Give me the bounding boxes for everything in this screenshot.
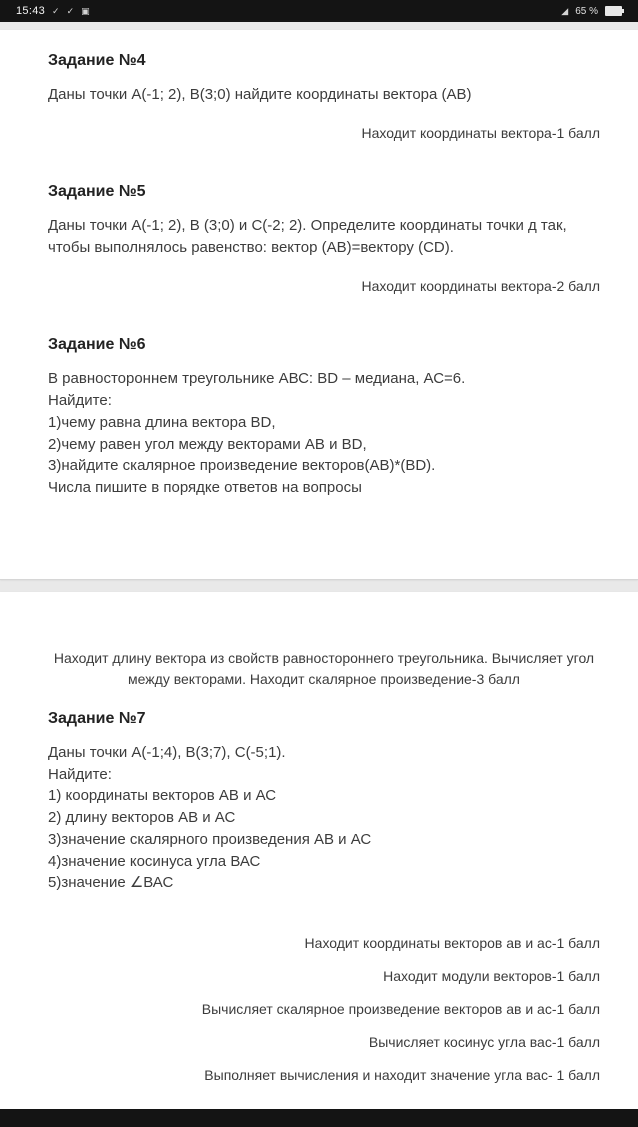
page-background-gap bbox=[0, 22, 638, 30]
task-text-line: 4)значение косинуса угла ВАС bbox=[48, 852, 261, 870]
task-text-line: Даны точки А(-1;4), В(3;7), С(-5;1). bbox=[48, 743, 286, 761]
task-text-line: Найдите: bbox=[48, 765, 112, 783]
score-line: Находит координаты вектора-2 балл bbox=[361, 277, 600, 294]
document-page-1 bbox=[0, 30, 638, 579]
status-bar-left bbox=[16, 5, 90, 17]
task-text-line: Найдите: bbox=[48, 392, 112, 410]
task-text-line: В равностороннем треугольнике АВС: BD – медиана, АС=6. bbox=[48, 370, 466, 388]
status-bar bbox=[0, 0, 638, 22]
score-line: Вычисляет скалярное произведение векторов ав и ас-1 балл bbox=[201, 1000, 600, 1017]
document-page-2 bbox=[0, 592, 638, 1109]
clock: 15:43 bbox=[16, 5, 46, 17]
task-text-line: 2)чему равен угол между векторами АВ и BD, bbox=[48, 435, 367, 453]
task-text-line: Даны точки А(-1; 2), В (3;0) и С(-2; 2). Определите координаты точки д так, чтобы выполнялось равенство: вектор (АВ)=вектору (CD). bbox=[48, 217, 567, 257]
task-text-line: 1)чему равна длина вектора BD, bbox=[48, 413, 276, 431]
score-line: Находит модули векторов-1 балл bbox=[383, 968, 600, 985]
task-text-line: 3)найдите скалярное произведение векторов(АВ)*(BD). bbox=[48, 457, 436, 475]
task-6 bbox=[48, 336, 600, 499]
notification-icon: ✓ bbox=[66, 5, 75, 16]
score-line: Находит координаты вектора-1 балл bbox=[361, 124, 600, 141]
bottom-bar bbox=[0, 1109, 638, 1127]
task-title: Задание №6 bbox=[48, 336, 146, 354]
score-line: Выполняет вычисления и находит значение угла вас- 1 балл bbox=[204, 1066, 600, 1083]
screenshot-icon: ▣ bbox=[81, 5, 90, 16]
status-bar-right bbox=[561, 6, 622, 17]
score-list bbox=[48, 934, 600, 1084]
task-text-line: 1) координаты векторов АВ и АС bbox=[48, 787, 277, 805]
signal-icon: ◢ bbox=[561, 5, 569, 16]
task-title: Задание №5 bbox=[48, 183, 146, 201]
task-title: Задание №7 bbox=[48, 709, 146, 727]
task-5 bbox=[48, 183, 600, 296]
task-text-line: Даны точки А(-1; 2), В(3;0) найдите координаты вектора (АВ) bbox=[48, 86, 472, 103]
task-text-line: 3)значение скалярного произведения АВ и АС bbox=[48, 830, 372, 848]
task-text-line: 2) длину векторов АВ и АС bbox=[48, 809, 236, 827]
page-divider bbox=[0, 579, 638, 592]
battery-percent: 65 % bbox=[575, 5, 598, 17]
score-line: Находит координаты векторов ав и ас-1 балл bbox=[304, 935, 600, 952]
notification-icon: ✓ bbox=[52, 5, 60, 16]
task-7 bbox=[48, 710, 600, 894]
task-title: Задание №4 bbox=[48, 52, 146, 69]
task-text-line: 5)значение ∠ВАС bbox=[48, 874, 174, 892]
task-4 bbox=[48, 52, 600, 143]
criteria-note: Находит длину вектора из свойств равностороннего треугольника. Вычисляет угол между векторами. Находит скалярное произведение-3 балл bbox=[53, 649, 595, 687]
score-line: Вычисляет косинус угла вас-1 балл bbox=[368, 1033, 600, 1050]
battery-icon bbox=[605, 6, 622, 16]
task-text-line: Числа пишите в порядке ответов на вопросы bbox=[48, 479, 362, 497]
